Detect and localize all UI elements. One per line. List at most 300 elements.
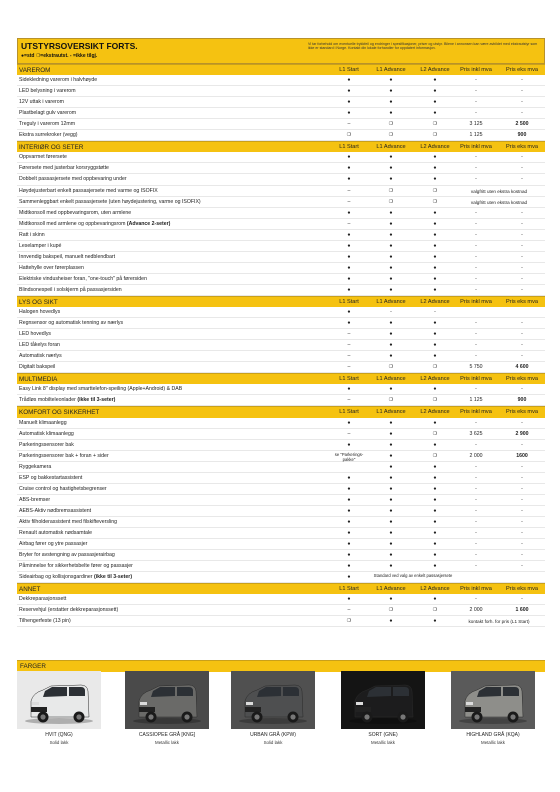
availability-cell: ● (347, 154, 351, 161)
availability-cell: ● (433, 253, 437, 260)
availability-cell: ● (347, 441, 351, 448)
availability-cell: ● (433, 264, 437, 271)
feature-label: Dobbelt passasjersete med oppbevaring under (19, 176, 127, 183)
availability-cell: ❍ (432, 607, 438, 614)
availability-cell: ● (389, 110, 393, 117)
feature-label: LED tåkelys foran (19, 342, 60, 349)
availability-cell: - (475, 165, 477, 172)
availability-cell: - (521, 331, 523, 338)
feature-label: Trådløs mobilteleonlader (ikke til 3-seter) (19, 397, 116, 404)
color-name: URBAN GRÅ (KPW) (250, 732, 296, 738)
availability-cell: - (434, 309, 436, 316)
feature-label: Airbag fører og ytre passasjer (19, 541, 88, 548)
table-row (17, 86, 545, 97)
table-row (17, 605, 545, 616)
availability-cell: – (347, 353, 351, 360)
availability-cell: ● (389, 430, 393, 437)
availability-cell: ● (389, 353, 393, 360)
availability-cell: ● (389, 474, 393, 481)
availability-cell: ● (389, 463, 393, 470)
section-header (17, 406, 545, 417)
availability-cell: - (521, 110, 523, 117)
availability-cell: ● (347, 386, 351, 393)
availability-cell: 1600 (516, 452, 528, 459)
availability-cell: ● (389, 331, 393, 338)
table-row (17, 418, 545, 429)
availability-cell: - (475, 209, 477, 216)
table-row (17, 539, 545, 550)
table-row (17, 495, 545, 506)
table-row (17, 550, 545, 561)
feature-label: LED hovedlys (19, 331, 52, 338)
availability-cell: ❍ (388, 607, 394, 614)
availability-cell: ● (347, 563, 351, 570)
availability-cell: - (521, 529, 523, 536)
availability-cell: ● (389, 231, 393, 238)
availability-cell: ● (347, 529, 351, 536)
availability-cell: - (475, 176, 477, 183)
column-header: Pris eks mva (505, 376, 538, 383)
section-header (17, 141, 545, 152)
van-photo (125, 671, 209, 729)
availability-cell: - (475, 529, 477, 536)
availability-cell: - (521, 474, 523, 481)
column-header: L1 Start (339, 409, 359, 416)
availability-cell: ● (433, 165, 437, 172)
availability-cell: 1 125 (469, 132, 483, 139)
table-row (17, 318, 545, 329)
column-header: L2 Advance (420, 409, 450, 416)
availability-cell: - (521, 353, 523, 360)
availability-cell: ● (433, 386, 437, 393)
section-header (17, 64, 545, 75)
availability-cell: ● (433, 77, 437, 84)
availability-cell: - (475, 99, 477, 106)
column-header: L1 Advance (376, 144, 406, 151)
price-note: valgfritt uten ekstra kostnad (470, 188, 528, 194)
table-row (17, 440, 545, 451)
availability-cell: ● (433, 441, 437, 448)
availability-cell: ● (347, 507, 351, 514)
availability-cell: - (521, 485, 523, 492)
column-header: L1 Start (339, 298, 359, 305)
table-row (17, 561, 545, 572)
availability-cell: 2 500 (515, 121, 529, 128)
feature-label: Blindsonespeil i solskjerm på passasjersiden (19, 286, 122, 293)
table-row (17, 108, 545, 119)
availability-cell: ● (433, 552, 437, 559)
availability-cell: - (475, 541, 477, 548)
price-note: kontakt forh. for pris (L1 Start) (468, 619, 530, 625)
table-row (17, 395, 545, 406)
availability-cell: – (347, 364, 351, 371)
availability-cell: - (521, 231, 523, 238)
color-name: SORT (GNE) (368, 732, 398, 738)
column-header: L2 Advance (420, 67, 450, 73)
availability-cell: ● (433, 541, 437, 548)
availability-cell: ❍ (388, 121, 394, 128)
availability-cell: ● (433, 342, 437, 349)
feature-label: Manuelt klimaanlegg (19, 419, 67, 426)
table-row (17, 197, 545, 208)
table-row (17, 75, 545, 86)
availability-cell: - (475, 463, 477, 470)
availability-cell: ❍ (432, 364, 438, 371)
column-header: L2 Advance (420, 586, 450, 593)
column-header: L1 Advance (376, 409, 406, 416)
price-note: valgfritt uten ekstra kostnad (470, 199, 528, 205)
feature-label: Cruise control og hastighetsbegrenser (19, 485, 107, 492)
availability-cell: ● (389, 320, 393, 327)
column-header: Pris eks mva (505, 144, 538, 151)
feature-label: Førersete med justerbar korsryggstøtte (19, 165, 109, 172)
table-row (17, 616, 545, 627)
availability-cell: ● (347, 110, 351, 117)
availability-cell: ● (347, 231, 351, 238)
availability-cell: - (475, 386, 477, 393)
section-title: VAREROM (19, 67, 51, 74)
availability-cell: - (521, 154, 523, 161)
availability-cell: - (475, 496, 477, 503)
availability-cell: ● (389, 253, 393, 260)
availability-cell: - (475, 342, 477, 349)
feature-label: 12V uttak i varerom (19, 99, 64, 106)
availability-cell: - (521, 77, 523, 84)
feature-label: Halogen hovedlys (19, 309, 61, 316)
availability-cell: ● (433, 563, 437, 570)
availability-cell: - (521, 320, 523, 327)
availability-cell: ● (433, 242, 437, 249)
availability-cell: ❍ (432, 187, 438, 194)
van-photo (17, 671, 101, 729)
van-photo (451, 671, 535, 729)
availability-cell: ● (389, 77, 393, 84)
availability-cell: - (521, 386, 523, 393)
availability-cell: ● (389, 563, 393, 570)
availability-cell: ● (389, 485, 393, 492)
availability-cell: ● (389, 441, 393, 448)
availability-cell: ● (389, 99, 393, 106)
section-header (17, 373, 545, 384)
availability-cell: ● (389, 529, 393, 536)
availability-cell: ● (347, 242, 351, 249)
van-photo (341, 671, 425, 729)
feature-label: Hattehylle over førerplassen (19, 264, 84, 271)
availability-cell: se "Parkerings-pakke" (334, 451, 364, 462)
availability-cell: ● (347, 496, 351, 503)
availability-cell: ● (433, 596, 437, 603)
availability-cell: ● (389, 342, 393, 349)
availability-cell: 5 750 (469, 364, 483, 371)
color-gallery (17, 671, 545, 751)
availability-cell: - (475, 419, 477, 426)
table-row (17, 594, 545, 605)
feature-label: Ratt i skinn (19, 231, 45, 238)
availability-cell: - (521, 596, 523, 603)
column-header: Pris eks mva (505, 409, 538, 416)
color-option (125, 671, 209, 751)
availability-cell: - (521, 342, 523, 349)
feature-label: Parkeringssensorer bak (19, 441, 74, 448)
availability-cell: - (475, 518, 477, 525)
availability-cell: 3 125 (469, 121, 483, 128)
availability-cell: 900 (517, 397, 527, 404)
availability-cell: ● (433, 353, 437, 360)
availability-cell: – (347, 397, 351, 404)
column-header: Pris eks mva (505, 67, 538, 73)
availability-cell: - (475, 242, 477, 249)
table-row (17, 219, 545, 230)
availability-cell: 1 125 (469, 397, 483, 404)
table-row (17, 429, 545, 440)
availability-cell: ● (433, 154, 437, 161)
availability-cell: ● (347, 320, 351, 327)
feature-label: Automatisk klimaanlegg (19, 430, 74, 437)
column-header: Pris inkl mva (460, 298, 492, 305)
availability-cell: - (475, 563, 477, 570)
table-row (17, 230, 545, 241)
feature-label: Ekstra surrekroker (vegg) (19, 132, 78, 139)
table-row (17, 462, 545, 473)
availability-cell: 1 600 (515, 607, 529, 614)
availability-cell: ❍ (346, 618, 352, 625)
availability-cell: ● (347, 165, 351, 172)
feature-label: ABS-bremser (19, 496, 51, 503)
page-title: UTSTYRSOVERSIKT FORTS. (21, 41, 138, 51)
availability-cell: ● (347, 419, 351, 426)
availability-cell: ● (389, 419, 393, 426)
column-header: L1 Advance (376, 376, 406, 383)
availability-cell: – (347, 198, 351, 205)
availability-cell: - (390, 309, 392, 316)
feature-label: Treguly i varerom 12mm (19, 121, 76, 128)
column-header: L1 Advance (376, 298, 406, 305)
availability-cell: - (521, 463, 523, 470)
column-header: L2 Advance (420, 376, 450, 383)
availability-cell: ● (389, 209, 393, 216)
table-row (17, 274, 545, 285)
availability-cell: - (521, 552, 523, 559)
table-row (17, 362, 545, 373)
column-header: L1 Start (339, 67, 359, 73)
availability-cell: ● (389, 518, 393, 525)
availability-cell: ● (347, 309, 351, 316)
feature-label: Parkeringssensorer bak + foran + sider (19, 452, 109, 459)
feature-label: Reservehjul (erstatter dekkreparasjonssett) (19, 607, 119, 614)
availability-cell: ❍ (432, 397, 438, 404)
table-row (17, 119, 545, 130)
availability-cell: - (521, 99, 523, 106)
availability-cell: - (475, 596, 477, 603)
availability-cell: ● (433, 110, 437, 117)
availability-cell: ● (433, 485, 437, 492)
availability-cell: ● (389, 275, 393, 282)
availability-cell: ● (347, 99, 351, 106)
availability-cell: - (521, 563, 523, 570)
availability-cell: – (347, 331, 351, 338)
availability-cell: ● (433, 474, 437, 481)
availability-cell: ● (433, 320, 437, 327)
availability-cell: - (475, 220, 477, 227)
availability-cell: ● (389, 88, 393, 95)
feature-label: Sidekledning varerom i halvhøyde (19, 77, 98, 84)
table-row (17, 484, 545, 495)
section-title: INTERIØR OG SETER (19, 144, 84, 152)
table-row (17, 252, 545, 263)
availability-cell: ● (433, 99, 437, 106)
equipment-table (17, 64, 545, 627)
table-row (17, 130, 545, 141)
van-photo (231, 671, 315, 729)
availability-cell: - (521, 253, 523, 260)
availability-cell: ● (347, 574, 351, 581)
availability-cell: 2 000 (469, 452, 483, 459)
availability-cell: ● (433, 275, 437, 282)
availability-cell: ● (389, 552, 393, 559)
availability-cell: - (475, 231, 477, 238)
availability-cell: - (475, 154, 477, 161)
availability-cell: ● (433, 88, 437, 95)
table-row (17, 351, 545, 362)
availability-cell: ● (347, 474, 351, 481)
availability-cell: ● (389, 264, 393, 271)
availability-cell: ● (389, 386, 393, 393)
availability-cell: 2 000 (469, 607, 483, 614)
availability-cell: ❍ (432, 430, 438, 437)
availability-cell: - (475, 485, 477, 492)
column-header: L1 Start (339, 376, 359, 383)
availability-cell: - (521, 242, 523, 249)
column-header: L2 Advance (420, 144, 450, 151)
availability-cell: ● (433, 507, 437, 514)
availability-cell: - (475, 474, 477, 481)
availability-cell: ❍ (388, 364, 394, 371)
availability-cell: - (475, 441, 477, 448)
availability-cell: - (475, 552, 477, 559)
availability-cell: - (521, 286, 523, 293)
availability-cell: - (475, 353, 477, 360)
availability-cell: - (475, 88, 477, 95)
feature-label: Påminnelse for sikkerhetsbelte fører og passasjer (19, 563, 133, 570)
availability-cell: ● (347, 541, 351, 548)
color-name: CASSIOPEE GRÅ [KNG] (138, 732, 196, 738)
paint-type: Metallic lakk (481, 740, 505, 745)
standard-note: Standard ved valg av enkelt passasjersete (373, 573, 453, 579)
section-header (17, 296, 545, 307)
availability-cell: ● (389, 176, 393, 183)
paint-type: Solid lakk (49, 740, 69, 745)
feature-label: Sideairbag og kollisjonsgardiner (ikke til 3-seter) (19, 574, 133, 581)
availability-cell: - (475, 253, 477, 260)
availability-cell: ❍ (432, 198, 438, 205)
feature-label: LED belysning i varerom (19, 88, 76, 95)
availability-cell: ● (433, 419, 437, 426)
color-option (341, 671, 425, 751)
availability-cell: - (521, 220, 523, 227)
column-header: Pris inkl mva (460, 586, 492, 593)
color-option (231, 671, 315, 751)
feature-label: Sammenleggbart enkelt passasjersete (uten høydejustering, varme og ISOFIX) (19, 198, 201, 205)
availability-cell: ● (389, 452, 393, 459)
feature-label: Digitalt bakspeil (19, 364, 56, 371)
column-header: L1 Advance (376, 586, 406, 593)
section-title: MULTIMEDIA (19, 376, 58, 384)
availability-cell: ● (389, 507, 393, 514)
section-title: ANNET (19, 586, 41, 594)
availability-cell: - (521, 176, 523, 183)
column-header: L1 Start (339, 144, 359, 151)
feature-label: AEBS-Aktiv nødbremsassistent (19, 507, 92, 514)
feature-label: Easy Link 8" display med smarttelefon-speiling (Apple+Android) & DAB (19, 386, 183, 393)
availability-cell: ● (433, 529, 437, 536)
availability-cell: ● (347, 253, 351, 260)
availability-cell: ● (347, 286, 351, 293)
table-row (17, 506, 545, 517)
availability-cell: – (347, 187, 351, 194)
section-title: LYS OG SIKT (19, 298, 58, 306)
availability-cell: ● (347, 275, 351, 282)
feature-label: Leselamper i kupé (19, 242, 62, 249)
table-row (17, 528, 545, 539)
availability-cell: - (521, 518, 523, 525)
table-row (17, 208, 545, 219)
availability-cell: - (475, 507, 477, 514)
availability-cell: ● (347, 176, 351, 183)
table-row (17, 329, 545, 340)
table-row (17, 517, 545, 528)
availability-cell: ● (347, 88, 351, 95)
availability-cell: ● (389, 220, 393, 227)
availability-cell: ● (433, 463, 437, 470)
availability-cell: ● (389, 154, 393, 161)
column-header: Pris inkl mva (460, 67, 492, 73)
feature-label: Renault automatisk nødsamtale (19, 529, 92, 536)
availability-cell: - (475, 110, 477, 117)
feature-label: Plastbelagt gulv varerom (19, 110, 77, 117)
feature-label: ESP og bakkestartassistent (19, 474, 83, 481)
availability-cell: - (521, 209, 523, 216)
availability-cell: ● (433, 176, 437, 183)
availability-cell: - (521, 264, 523, 271)
column-header: L2 Advance (420, 298, 450, 305)
feature-label: Regnsensor og automatisk tenning av nærlys (19, 320, 124, 327)
availability-cell: ● (347, 264, 351, 271)
feature-label: Høydejusterbart enkelt passasjersete med varme og ISOFIX (19, 187, 158, 194)
availability-cell: ● (347, 209, 351, 216)
paint-type: Solid lakk (263, 740, 283, 745)
availability-cell: - (521, 275, 523, 282)
feature-label: Bryter for avstengning av passasjerairbag (19, 552, 115, 559)
feature-label: Elektriske vindusheiser foran, "one-touch" på førersiden (19, 275, 147, 282)
table-row (17, 174, 545, 185)
column-header: L1 Advance (376, 67, 406, 73)
column-header: Pris inkl mva (460, 144, 492, 151)
column-header: L1 Start (339, 586, 359, 593)
color-option (451, 671, 535, 751)
availability-cell: ● (433, 618, 437, 625)
availability-cell: - (521, 496, 523, 503)
availability-cell: ❍ (388, 397, 394, 404)
availability-cell: ● (347, 518, 351, 525)
feature-label: Dekkreparasjonssett (19, 596, 67, 603)
availability-cell: - (521, 88, 523, 95)
availability-cell: ● (433, 209, 437, 216)
availability-cell: ● (433, 220, 437, 227)
table-row (17, 241, 545, 252)
availability-cell: - (475, 77, 477, 84)
table-row (17, 152, 545, 163)
feature-label: Automatisk nærlys (19, 353, 62, 360)
